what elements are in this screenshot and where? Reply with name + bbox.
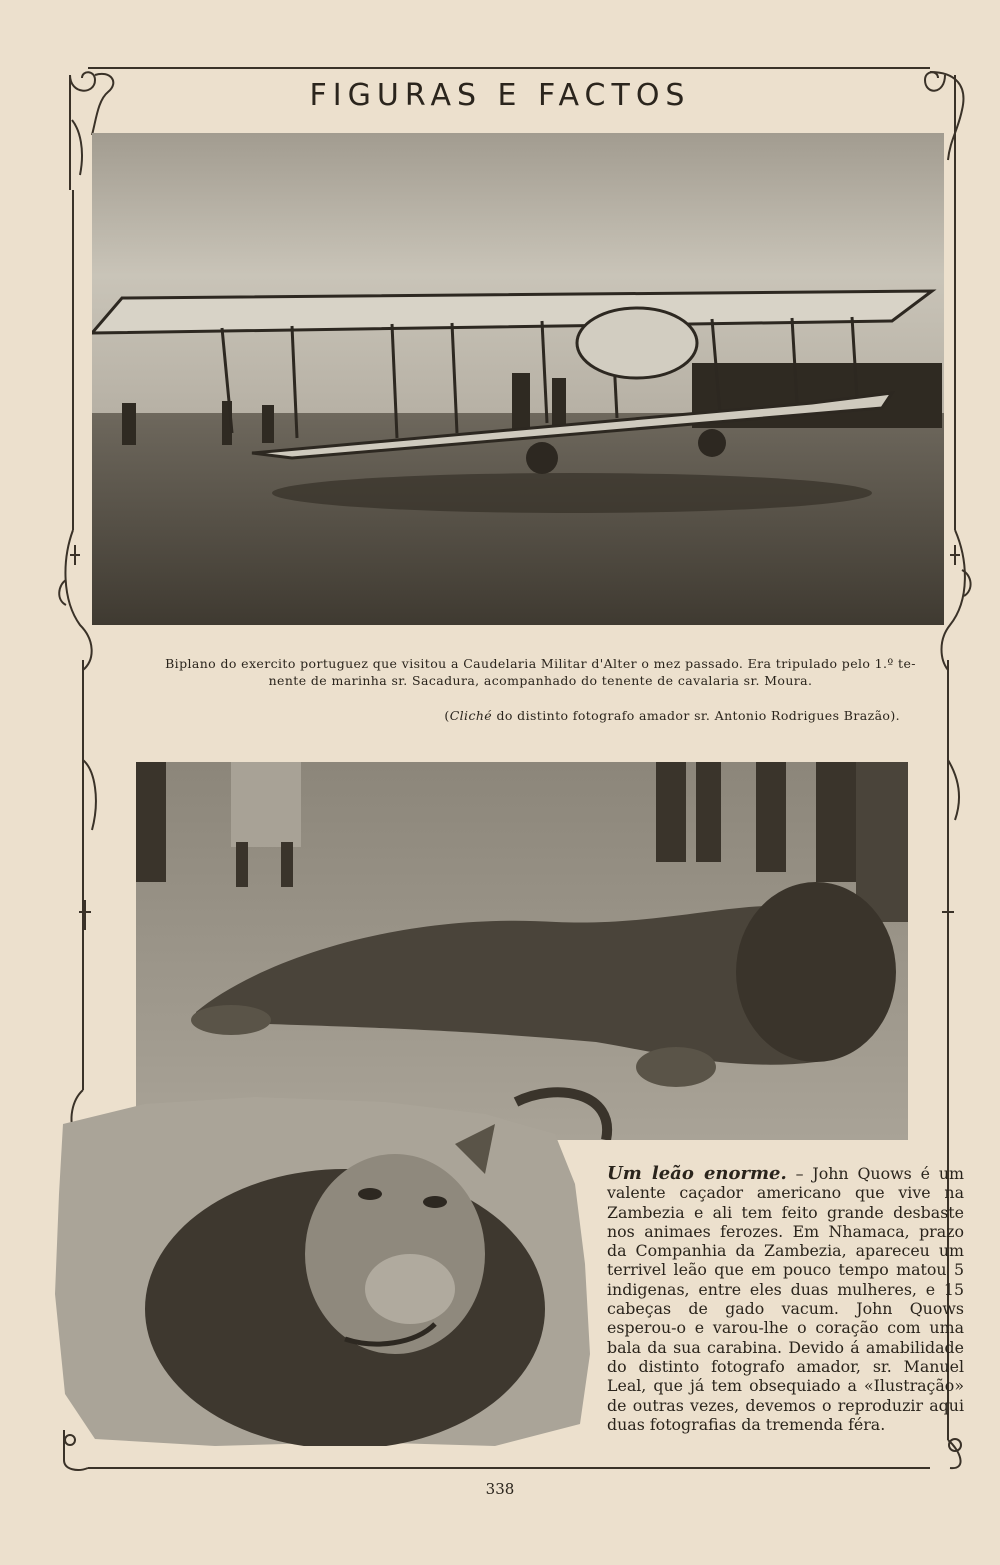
caption-line-2: nente de marinha sr. Sacadura, acompanhado do tenente de cavalaria sr. Moura. <box>268 673 813 688</box>
credit-italic: Cliché <box>449 708 493 723</box>
biplane-caption <box>118 655 963 689</box>
lion-body-photograph <box>136 762 908 1140</box>
lion-article <box>607 1164 964 1434</box>
page-number: 338 <box>485 1480 515 1498</box>
article-body: – John Quows é um valente caçador americano que vive na Zambezia e ali tem feito grande desbaste nos animaes ferozes. Em Nhamaca, prazo da Companhia da Zambezia, apareceu um terrivel leão que em pouco tempo matou 5 indigenas, entre eles duas mulheres, e 15 cabeças de gado vacum. John Quows esperou-o e varou-lhe o coração com uma bala da sua carabina. Devido á amabilidade do distinto fotografo amador, sr. Manuel Leal, que já tem obsequiado a «Ilustração» de outras vezes, devemos o reproduzir aqui duas fotografias da tremenda féra. <box>607 1164 964 1434</box>
article-headline: Um leão enorme. <box>607 1163 787 1184</box>
photo-credit <box>380 708 900 723</box>
page-title: FIGURAS E FACTOS <box>240 78 760 113</box>
caption-line-1: Biplano do exercito portuguez que visitou a Caudelaria Militar d'Alter o mez passado. Era tripulado pelo 1.º te- <box>165 656 916 671</box>
credit-open: ( <box>444 708 450 723</box>
lion-head-photograph <box>55 1094 590 1446</box>
credit-text: do distinto fotografo amador sr. Antonio Rodrigues Brazão). <box>492 708 900 723</box>
biplane-photograph <box>92 133 944 625</box>
